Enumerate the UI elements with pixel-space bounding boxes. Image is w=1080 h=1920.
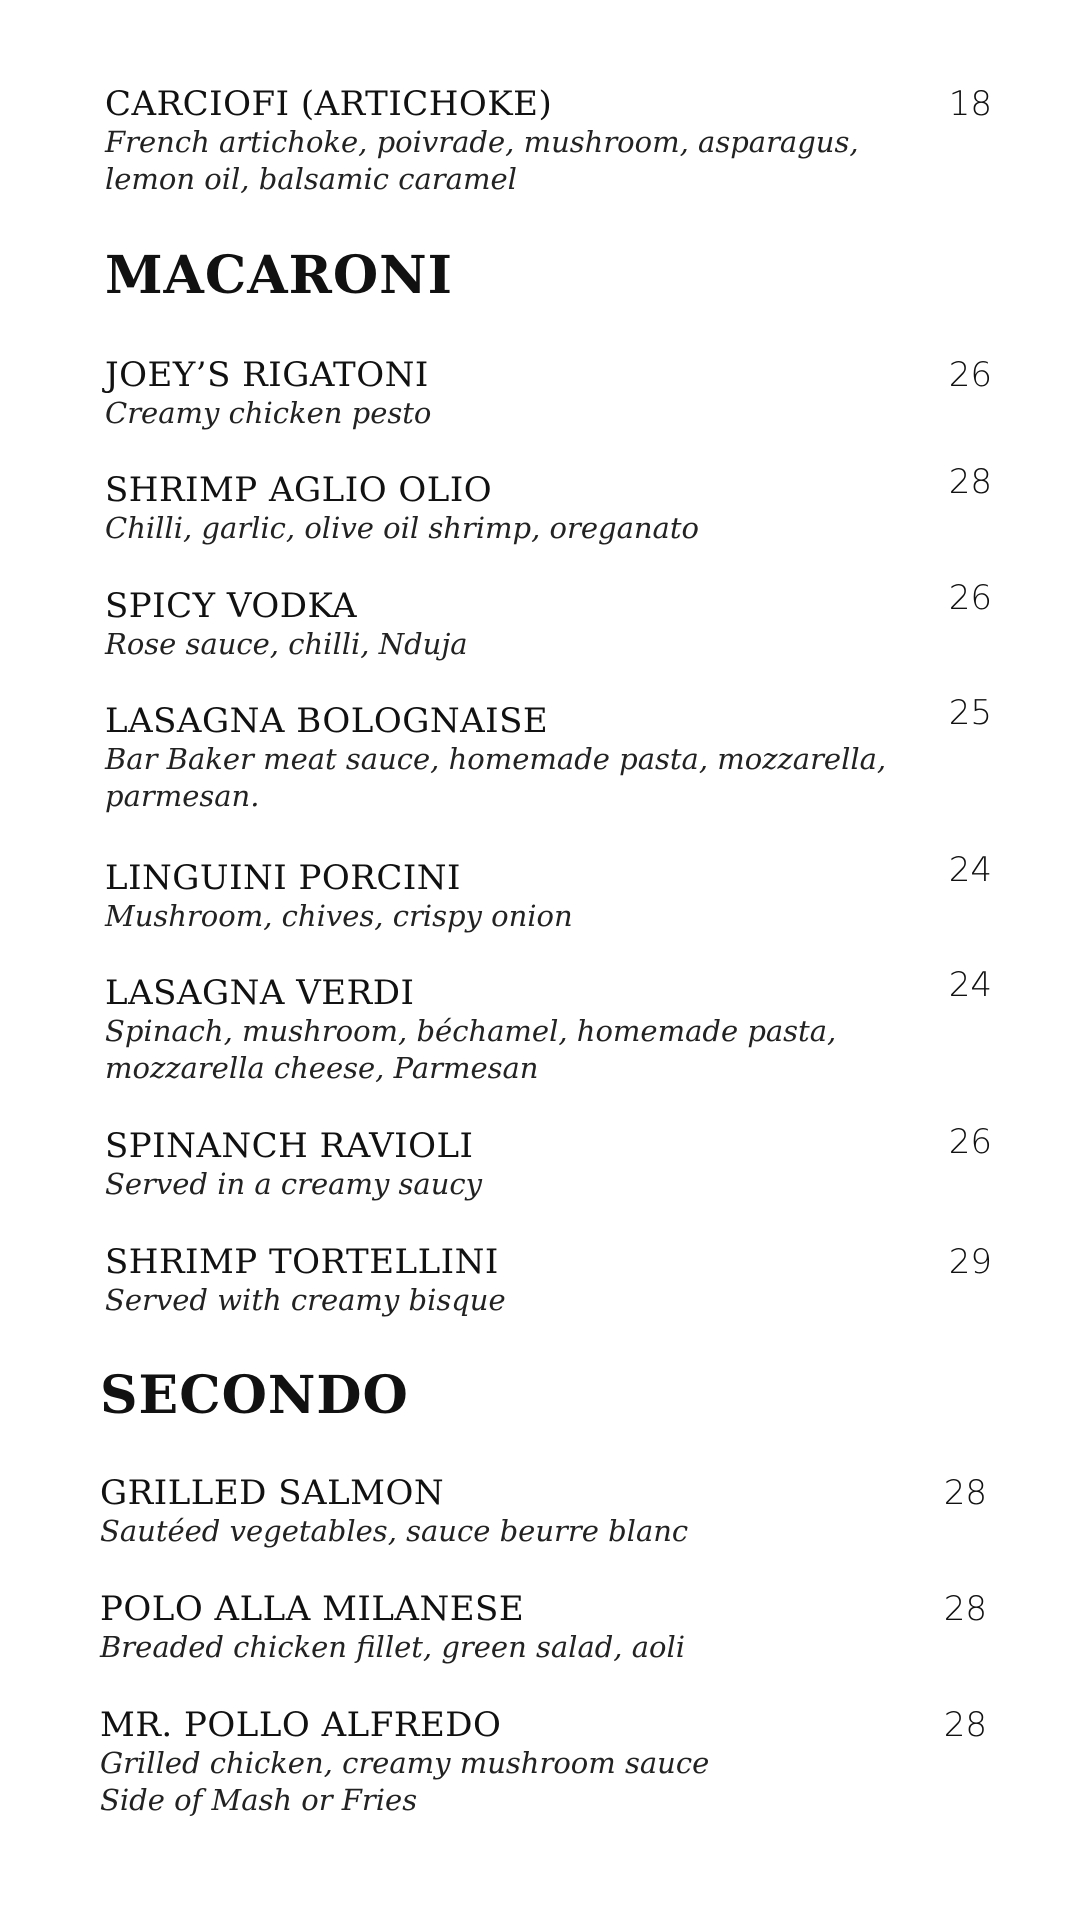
item-description-line: Bar Baker meat sauce, homemade pasta, mozzarella, <box>105 742 887 776</box>
item-name: SHRIMP AGLIO OLIO <box>105 470 493 510</box>
item-description-line: parmesan. <box>105 779 260 813</box>
item-description-line: Grilled chicken, creamy mushroom sauce <box>100 1746 710 1780</box>
item-price: 26 <box>948 1122 992 1162</box>
item-name: SHRIMP TORTELLINI <box>105 1242 499 1282</box>
item-price: 18 <box>948 84 992 124</box>
item-price: 25 <box>948 693 992 733</box>
menu-item <box>105 850 992 935</box>
item-description-line: Rose sauce, chilli, Nduja <box>105 627 468 661</box>
section-heading-macaroni: MACARONI <box>105 245 454 306</box>
item-price: 28 <box>943 1705 987 1745</box>
menu-item-carciofi <box>105 84 992 198</box>
menu-item <box>105 462 992 547</box>
item-price: 28 <box>948 462 992 502</box>
menu-item <box>105 1122 992 1203</box>
item-price: 26 <box>948 578 992 618</box>
item-price: 24 <box>948 965 992 1005</box>
item-name: CARCIOFI (ARTICHOKE) <box>105 84 553 124</box>
item-description-line: Served with creamy bisque <box>105 1283 506 1317</box>
menu-item <box>105 693 992 815</box>
item-name: SPICY VODKA <box>105 586 358 626</box>
item-description-line: mozzarella cheese, Parmesan <box>105 1051 539 1085</box>
item-price: 24 <box>948 850 992 890</box>
menu-item <box>105 578 992 663</box>
menu-item <box>100 1705 987 1819</box>
item-name: LASAGNA VERDI <box>105 973 415 1013</box>
item-description-line: Spinach, mushroom, béchamel, homemade pasta, <box>105 1014 837 1048</box>
item-name: SPINANCH RAVIOLI <box>105 1126 474 1166</box>
item-description-line: Breaded chicken fillet, green salad, aoli <box>100 1630 686 1664</box>
item-description-line: Chilli, garlic, olive oil shrimp, oreganato <box>105 511 699 545</box>
item-description-line: Side of Mash or Fries <box>100 1783 418 1817</box>
item-price: 29 <box>948 1242 992 1282</box>
menu-item <box>105 965 992 1087</box>
item-name: POLO ALLA MILANESE <box>100 1589 525 1629</box>
item-description-line: Served in a creamy saucy <box>105 1167 483 1201</box>
item-name: LINGUINI PORCINI <box>105 858 461 898</box>
item-price: 28 <box>943 1473 987 1513</box>
item-description-line: Creamy chicken pesto <box>105 396 432 430</box>
item-price: 26 <box>948 355 992 395</box>
section-heading-secondo: SECONDO <box>100 1365 409 1426</box>
item-description-line: French artichoke, poivrade, mushroom, asparagus, <box>105 125 859 159</box>
menu-item <box>100 1589 987 1666</box>
item-description-line: Sautéed vegetables, sauce beurre blanc <box>100 1514 689 1548</box>
menu-item <box>105 355 992 432</box>
item-description-line: lemon oil, balsamic caramel <box>105 162 517 196</box>
item-name: MR. POLLO ALFREDO <box>100 1705 502 1745</box>
item-name: LASAGNA BOLOGNAISE <box>105 701 549 741</box>
item-price: 28 <box>943 1589 987 1629</box>
menu-item <box>105 1242 992 1319</box>
item-name: JOEY’S RIGATONI <box>105 355 429 395</box>
menu-item <box>100 1473 987 1550</box>
item-name: GRILLED SALMON <box>100 1473 445 1513</box>
item-description-line: Mushroom, chives, crispy onion <box>105 899 573 933</box>
